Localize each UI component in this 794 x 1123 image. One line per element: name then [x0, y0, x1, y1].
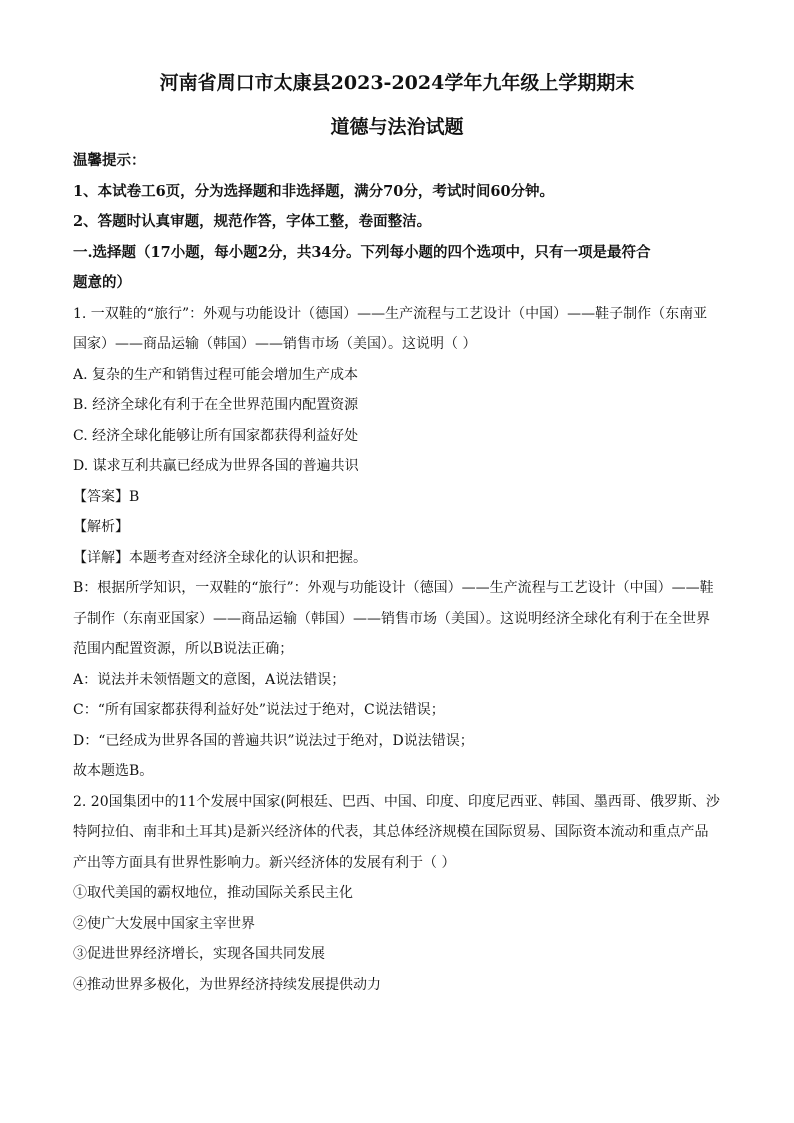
q2-stem-line-1: 2. 20国集团中的11个发展中国家(阿根廷、巴西、中国、印度、印度尼西亚、韩国、墨西哥、俄罗斯、沙 [73, 793, 720, 810]
q1-conclusion: 故本题选B。 [73, 763, 154, 779]
q1-answer: 【答案】B [73, 488, 140, 505]
q2-item-4: ④推动世界多极化，为世界经济持续发展提供动力 [73, 976, 381, 993]
q1-explanation-a: A：说法并未领悟题文的意图，A说法错误； [73, 671, 346, 688]
q1-explanation-b-line-2: 子制作（东南亚国家）——商品运输（韩国）——销售市场（美国）。这说明经济全球化有利于在全世界 [73, 610, 710, 627]
q2-item-2: ②使广大发展中国家主宰世界 [73, 915, 255, 932]
notice-heading: 温馨提示： [73, 152, 146, 169]
document-subtitle: 道德与法治试题 [330, 116, 464, 138]
document-body [73, 146, 723, 1000]
q1-explanation-b-line-1: B：根据所学知识，一双鞋的“旅行”：外观与功能设计（德国）——生产流程与工艺设计（中国）——鞋 [73, 580, 714, 596]
q1-option-b: B. 经济全球化有利于在全世界范围内配置资源 [73, 397, 359, 413]
q1-explanation-b-line-3: 范围内配置资源，所以B说法正确； [73, 641, 294, 657]
document-title: 河南省周口市太康县2023-2024学年九年级上学期期末 [159, 72, 635, 94]
q1-option-d: D. 谋求互利共赢已经成为世界各国的普遍共识 [73, 458, 359, 474]
q1-option-c: C. 经济全球化能够让所有国家都获得利益好处 [73, 427, 359, 444]
q1-detail: 【详解】本题考查对经济全球化的认识和把握。 [73, 549, 367, 566]
q2-stem-line-3: 产出等方面具有世界性影响力。新兴经济体的发展有利于（ ） [73, 854, 456, 871]
section-heading-line-2: 题意的） [73, 274, 131, 291]
notice-item-2: 2、答题时认真审题，规范作答，字体工整，卷面整洁。 [73, 213, 432, 230]
q1-analysis-label: 【解析】 [73, 519, 129, 535]
q2-stem-line-2: 特阿拉伯、南非和土耳其)是新兴经济体的代表，其总体经济规模在国际贸易、国际资本流动和重点产品 [73, 824, 709, 840]
q1-option-a: A. 复杂的生产和销售过程可能会增加生产成本 [73, 366, 359, 383]
q2-item-1: ①取代美国的霸权地位，推动国际关系民主化 [73, 885, 353, 901]
notice-item-1: 1、本试卷工6页，分为选择题和非选择题，满分70分，考试时间60分钟。 [73, 182, 555, 200]
q2-item-3: ③促进世界经济增长，实现各国共同发展 [73, 946, 325, 962]
q1-explanation-d: D：“已经成为世界各国的普遍共识”说法过于绝对，D说法错误； [73, 732, 474, 749]
section-heading-line-1: 一.选择题（17小题，每小题2分，共34分。下列每小题的四个选项中，只有一项是最符合 [73, 243, 651, 261]
q1-stem-line-1: 1. 一双鞋的“旅行”：外观与功能设计（德国）——生产流程与工艺设计（中国）——鞋子制作（东南亚 [73, 305, 708, 322]
q1-explanation-c: C：“所有国家都获得利益好处”说法过于绝对，C说法错误； [73, 702, 445, 718]
q1-stem-line-2: 国家）——商品运输（韩国）——销售市场（美国）。这说明（ ） [73, 336, 477, 352]
